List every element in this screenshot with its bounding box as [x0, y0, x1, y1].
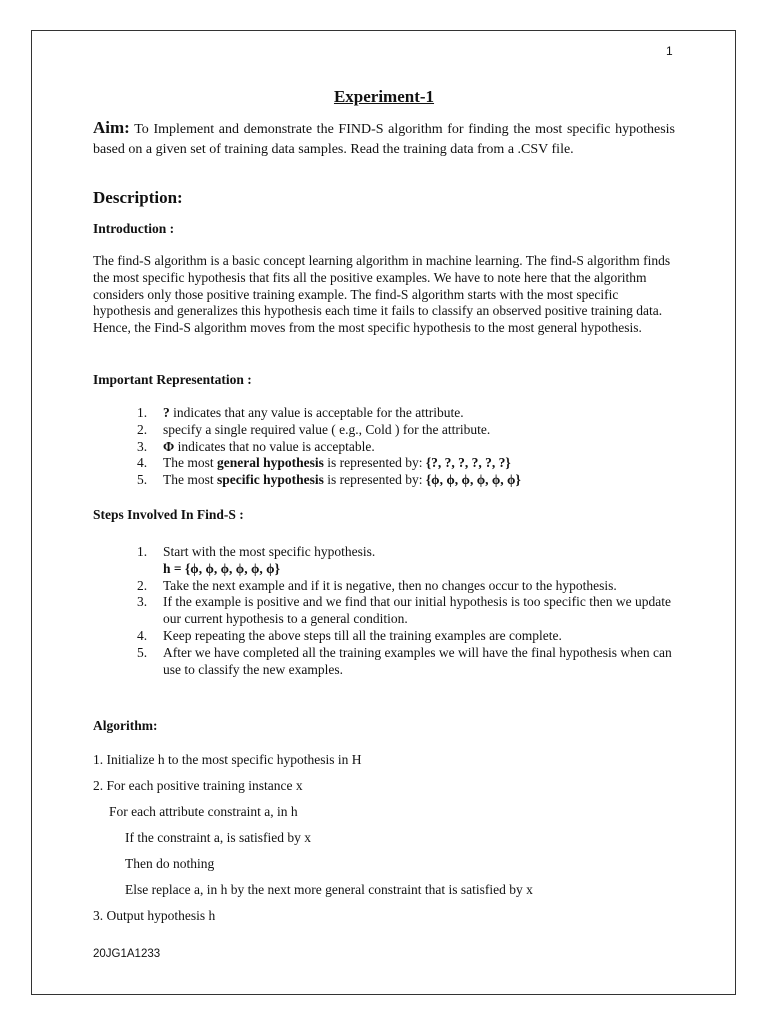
- aim-text: To Implement and demonstrate the FIND-S algorithm for finding the most specific hypothesis based on a given set of training data samples. Read the training data from a .CSV file.: [93, 122, 676, 157]
- algorithm-line: 2. For each positive training instance x: [93, 778, 303, 793]
- algorithm-line: 1. Initialize h to the most specific hypothesis in H: [93, 752, 362, 767]
- aim-label: Aim:: [93, 118, 130, 137]
- steps-heading: Steps Involved In Find-S :: [93, 507, 244, 522]
- algorithm-heading: Algorithm:: [93, 718, 158, 733]
- page-title: Experiment-1: [333, 87, 435, 106]
- list-item: 1. Start with the most specific hypothesis. h = {ϕ, ϕ, ϕ, ϕ, ϕ, ϕ}: [137, 544, 376, 576]
- algorithm-line: 3. Output hypothesis h: [93, 908, 216, 923]
- footer-student-id: 20JG1A1233: [93, 948, 161, 960]
- representation-heading: Important Representation :: [93, 372, 252, 387]
- list-item: 5. After we have completed all the training examples we will have the final hypothesis when can use to classify the new examples.: [137, 644, 672, 677]
- list-item: 2. Take the next example and if it is negative, then no changes occur to the hypothesis.: [137, 577, 617, 593]
- steps-list: [137, 544, 677, 678]
- list-item: 3. If the example is positive and we find that our initial hypothesis is too specific then we update our current hypothesis to a general condition.: [137, 594, 672, 627]
- introduction-heading: Introduction :: [93, 221, 175, 236]
- description-heading: Description:: [93, 188, 183, 207]
- algorithm-line: If the constraint a, is satisfied by x: [125, 830, 311, 845]
- algorithm-line: Else replace a, in h by the next more general constraint that is satisfied by x: [125, 882, 533, 897]
- algorithm-line: Then do nothing: [125, 856, 215, 871]
- list-item: 2. specify a single required value ( e.g., Cold ) for the attribute.: [137, 421, 491, 437]
- aim-paragraph: [93, 118, 675, 159]
- algorithm-line: For each attribute constraint a, in h: [109, 804, 298, 819]
- list-item: 4. The most general hypothesis is represented by: {?, ?, ?, ?, ?, ?}: [137, 455, 511, 471]
- representation-list: [137, 405, 677, 489]
- list-item: 3. Φ indicates that no value is acceptable.: [137, 438, 375, 454]
- list-item: 4. Keep repeating the above steps till all the training examples are complete.: [137, 627, 562, 643]
- introduction-text: The find-S algorithm is a basic concept learning algorithm in machine learning. The find-S algorithm finds the most specific hypothesis that fits all the positive examples. We have to note here that the algorithm considers only those positive training example. The find-S algorithm starts with the most specific hypothesis and generalizes this hypothesis each time it fails to classify an observed positive training data. Hence, the Find-S algorithm moves from the most specific hypothesis to the most general hypothesis.: [93, 253, 671, 336]
- page-number: 1: [666, 44, 673, 58]
- list-item: 5. The most specific hypothesis is represented by: {ϕ, ϕ, ϕ, ϕ, ϕ, ϕ}: [137, 472, 521, 488]
- list-item: 1. ? indicates that any value is acceptable for the attribute.: [137, 405, 464, 420]
